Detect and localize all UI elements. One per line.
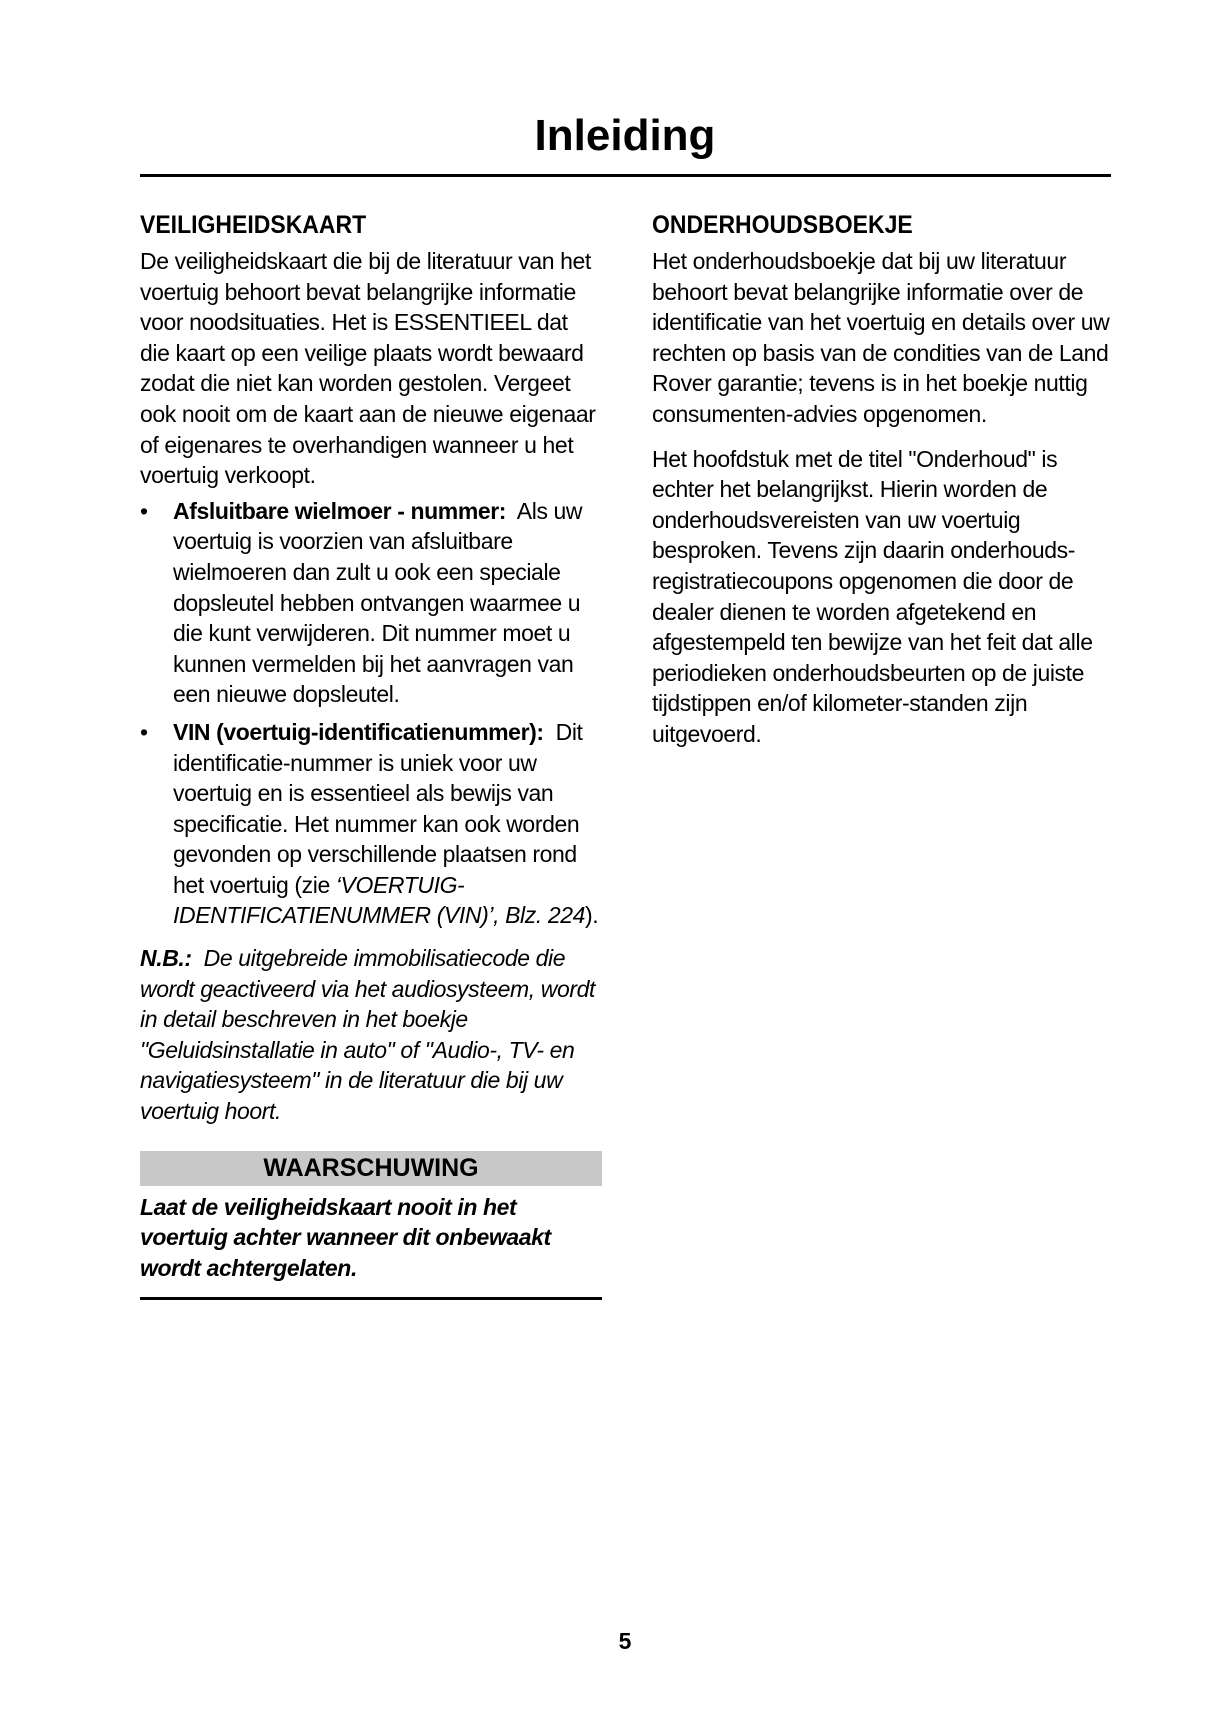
warning-title: WAARSCHUWING (140, 1151, 602, 1186)
vin-label: VIN (voertuig-identificatienummer): (173, 718, 544, 745)
section-heading-veiligheidskaart: VEILIGHEIDSKAART (140, 211, 367, 239)
onderhoudsboekje-paragraph-2: Het hoofdstuk met de titel "Onderhoud" is echter het belangrijkst. Hierin worden de onderhoudsvereisten van uw voertuig besproken. Tevens zijn daarin onderhouds-registratiecoupons opgenomen die door de dealer dienen te worden afgetekend en afgestempeld ten bewijze van het feit dat alle periodieken onderhoudsbeurten op de juiste tijdstippen en/of kilometer-standen zijn uitgevoerd. (652, 445, 1093, 747)
note-paragraph (140, 943, 602, 1127)
note-label: N.B.: (140, 945, 192, 972)
veiligheidskaart-intro: De veiligheidskaart die bij de literatuur van het voertuig behoort bevat belangrijke informatie voor noodsituaties. Het is ESSENTIEEL dat die kaart op een veilige plaats wordt bewaard zodat die niet kan worden gestolen. Vergeet ook nooit om de kaart aan de nieuwe eigenaar of eigenares te overhandigen wanneer u het voertuig verkoopt. (140, 248, 596, 489)
page-title: Inleiding (534, 111, 716, 160)
wielmoer-label: Afsluitbare wielmoer - nummer: (173, 497, 507, 524)
vin-page-reference[interactable]: ‘VOERTUIG-IDENTIFICATIENUMMER (VIN)’, Blz. 224 (173, 871, 585, 929)
warning-box (140, 1151, 602, 1301)
vin-reference-suffix: ). (585, 902, 599, 929)
bullet-list (140, 496, 602, 931)
right-column (652, 208, 1114, 764)
left-column (140, 208, 602, 1300)
title-divider (140, 174, 1111, 177)
vin-text: Dit identificatie-nummer is uniek voor uw voertuig en is essentieel als bewijs van specificatie. Het nummer kan ook worden gevonden op verschillende plaatsen rond het voertuig (zie (173, 718, 583, 898)
bullet-icon: • (140, 497, 148, 524)
bullet-icon: • (140, 718, 148, 745)
list-item-vin (140, 717, 602, 931)
warning-text: Laat de veiligheidskaart nooit in het voertuig achter wanneer dit onbewaakt wordt achtergelaten. (140, 1192, 602, 1301)
list-item-wielmoer (140, 496, 602, 710)
page-number: 5 (618, 1628, 632, 1654)
section-heading-onderhoudsboekje: ONDERHOUDSBOEKJE (652, 211, 913, 239)
wielmoer-text: Als uw voertuig is voorzien van afsluitbare wielmoeren dan zult u ook een speciale dopsleutel hebben ontvangen waarmee u die kunt verwijderen. Dit nummer moet u kunnen vermelden bij het aanvragen van een nieuwe dopsleutel. (173, 497, 583, 708)
onderhoudsboekje-paragraph-1: Het onderhoudsboekje dat bij uw literatuur behoort bevat belangrijke informatie over de identificatie van het voertuig en details over uw rechten op basis van de condities van de Land Rover garantie; tevens is in het boekje nuttig consumenten-advies opgenomen. (652, 248, 1110, 427)
note-text: De uitgebreide immobilisatiecode die wordt geactiveerd via het audiosysteem, wordt in detail beschreven in het boekje "Geluidsinstallatie in auto" of "Audio-, TV- en navigatiesysteem" in de literatuur die bij uw voertuig hoort. (140, 945, 596, 1125)
